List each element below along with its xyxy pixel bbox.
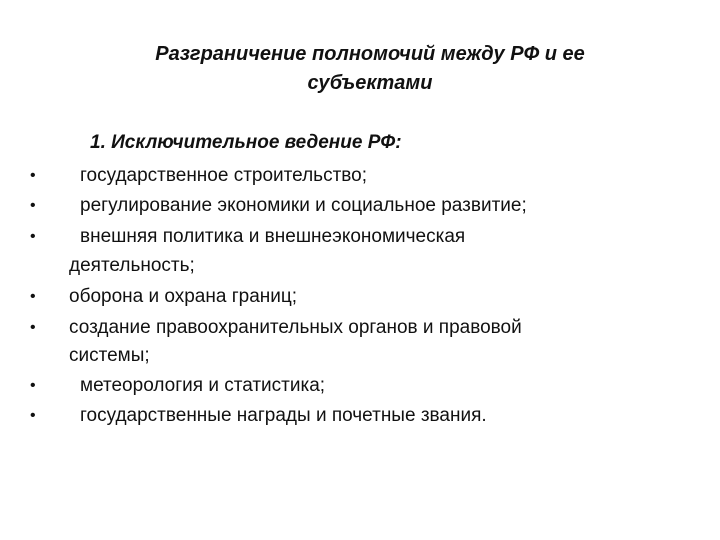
list-item-text-continuation: деятельность; xyxy=(69,255,195,276)
list-item-text: метеорология и статистика; xyxy=(80,375,326,396)
section-heading: 1. Исключительное ведение РФ: xyxy=(90,132,402,153)
bullet-icon: • xyxy=(30,167,36,184)
slide-title-line-1: Разграничение полномочий между РФ и ее xyxy=(155,43,585,65)
list-item-text: внешняя политика и внешнеэкономическая xyxy=(80,226,466,247)
list-item-text: государственные награды и почетные звания. xyxy=(80,405,487,426)
list-item-text: государственное строительство; xyxy=(80,165,368,186)
slide-title-line-2: субъектами xyxy=(307,72,433,94)
bullet-icon: • xyxy=(30,288,36,305)
list-item-text-continuation: системы; xyxy=(69,345,150,366)
bullet-icon: • xyxy=(30,228,36,245)
list-item-text: оборона и охрана границ; xyxy=(69,286,298,307)
bullet-icon: • xyxy=(30,319,36,336)
list-item-text: создание правоохранительных органов и правовой xyxy=(69,317,522,338)
bullet-icon: • xyxy=(30,407,36,424)
bullet-icon: • xyxy=(30,377,36,394)
slide-title xyxy=(60,40,680,98)
bullet-icon: • xyxy=(30,197,36,214)
list-item-text: регулирование экономики и социальное развитие; xyxy=(80,195,527,216)
